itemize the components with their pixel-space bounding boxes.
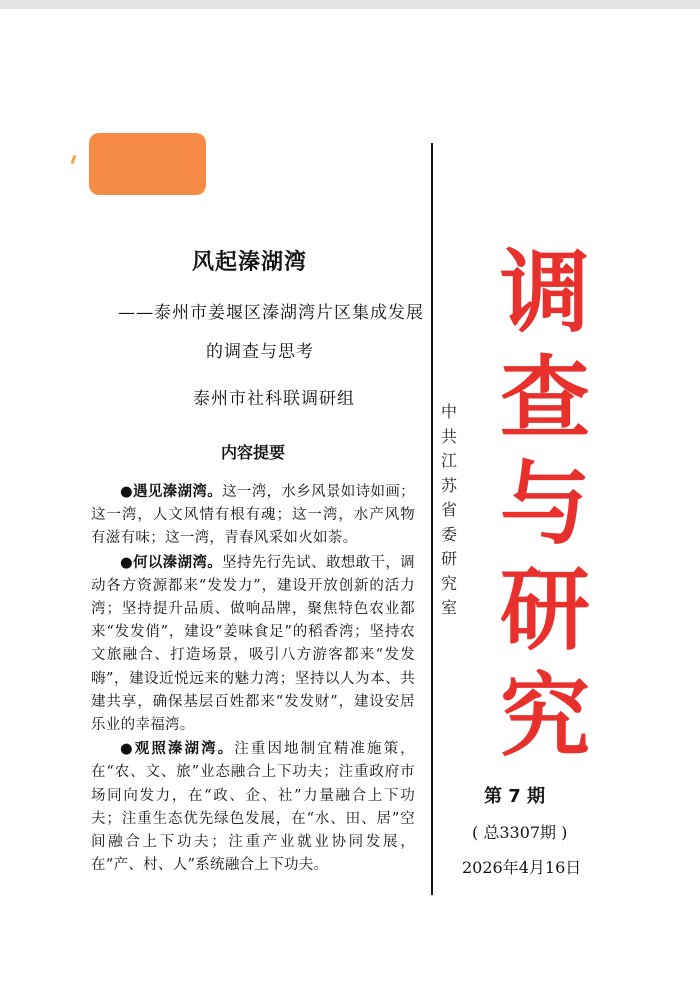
publisher-char: 省 [440,500,457,519]
article-subtitle-line2: 的调查与思考 [206,342,314,362]
top-edge-bar [0,0,700,9]
orange-label-block [89,133,206,195]
publisher-char: 委 [440,524,457,544]
summary-text: 坚持先行先试、敢想敢干，调动各方资源都来“发发力”，建设开放创新的活力湾；坚持提升品质、做响品牌，聚焦特色农业都来“发发俏”，建设“姜味食足”的稻香湾；坚持农文旅融合、打造场景，吸引八方游客都来“发发嗨”，建设近悦远来的魅力湾；坚持以人为本、共建共享，确保基层百姓都来“发发财”，建设安居乐业的幸福湾。 [91,554,415,734]
vertical-divider [431,143,433,895]
publisher-char: 室 [440,598,457,617]
summary-lead: ●何以溱湖湾。 [120,553,223,571]
article-subtitle-line1: ——泰州市姜堰区溱湖湾片区集成发展 [118,303,424,323]
summary-text: 这一湾，水乡风景如诗如画；这一湾，人文风情有根有魂；这一湾，水产风物有滋有味；这一湾，青春风采如火如荼。 [91,484,415,547]
orange-mark [71,155,77,164]
publisher-char: 共 [440,426,457,446]
summary-paragraph [91,480,415,551]
journal-title-char: 究 [500,664,590,769]
summary-lead: ●遇见溱湖湾。 [120,483,223,500]
publisher-char: 究 [440,573,457,593]
article-author: 泰州市社科联调研组 [193,389,355,409]
summary-body [91,480,415,877]
publisher-vertical [438,400,460,621]
summary-heading: 内容提要 [221,443,286,462]
journal-title-char: 查 [500,346,590,451]
summary-paragraph [91,551,415,738]
summary-text: 注重因地制宜精准施策，在“农、文、旅”业态融合上下功夫；注重政府市场同向发力，在“政、企、社”力量融合上下功夫；注重生态优先绿色发展，在“水、田、居”空间融合上下功夫；注重产业就业协同发展，在“产、村、人”系统融合上下功夫。 [91,741,415,874]
publisher-char: 江 [440,451,457,470]
journal-title-char: 调 [500,240,590,345]
issue-date: 2026年4月16日 [462,858,582,877]
journal-title-char: 研 [500,558,590,663]
journal-title-char: 与 [500,452,590,557]
issue-total: ( 总3307期 ) [472,823,568,842]
publisher-char: 中 [440,402,457,421]
summary-paragraph [91,737,415,877]
publisher-char: 研 [440,549,457,568]
publisher-char: 苏 [440,475,457,495]
article-title: 风起溱湖湾 [192,249,308,275]
summary-lead: ●观照溱湖湾。 [120,740,235,758]
issue-number: 第 7 期 [484,786,546,807]
journal-title [490,240,600,770]
